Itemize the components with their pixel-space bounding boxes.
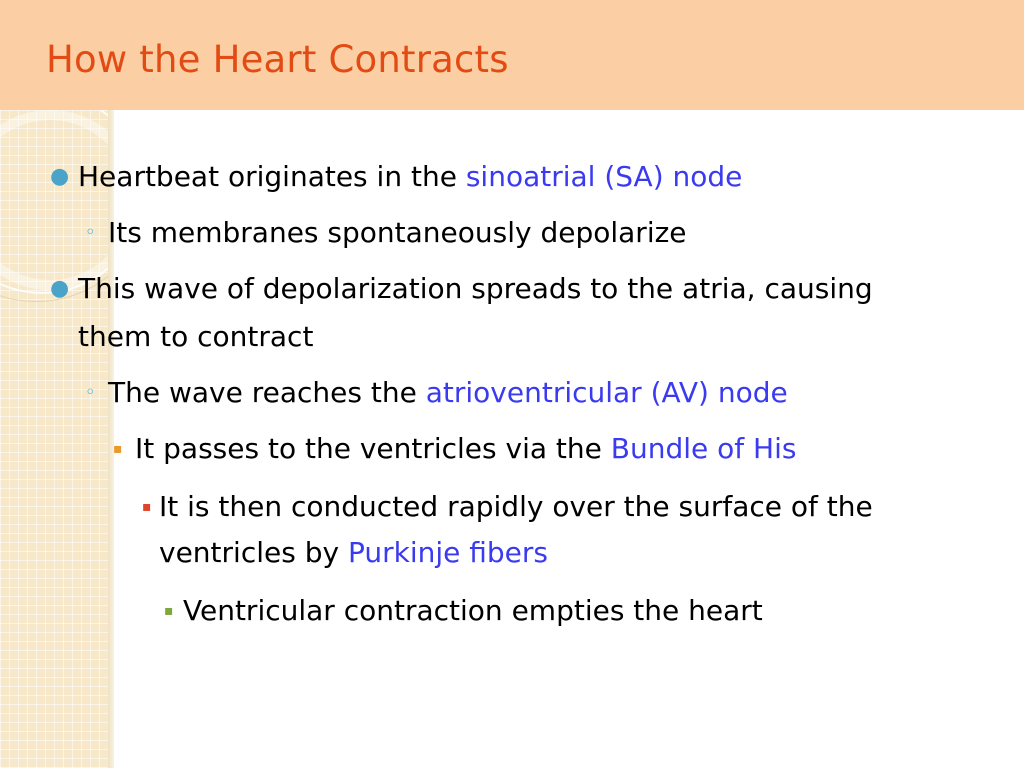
bullet-item	[159, 490, 873, 524]
bullet-item	[135, 432, 796, 466]
bullet-highlight: Bundle of His	[610, 432, 797, 465]
bullet-text: The wave reaches the	[108, 376, 426, 409]
slide-title: How the Heart Contracts	[46, 38, 509, 81]
bullet-text: ventricles by	[159, 536, 348, 569]
bullet-square-icon: ▪	[164, 603, 174, 619]
bullet-text: This wave of depolarization spreads to the atria, causing	[78, 272, 873, 305]
bullet-highlight: Purkinje fibers	[347, 536, 548, 569]
bullet-text: Its membranes spontaneously depolarize	[108, 216, 687, 249]
bullet-item-continuation	[159, 536, 548, 570]
bullet-dot-icon: ●	[50, 164, 70, 189]
bullet-square-icon: ▪	[142, 499, 152, 515]
bullet-dot-icon: ●	[50, 276, 70, 301]
bullet-ring-icon: ◦	[85, 382, 96, 403]
bullet-item	[78, 272, 873, 306]
bullet-text: Ventricular contraction empties the heart	[183, 594, 763, 627]
bullet-highlight: atrioventricular (AV) node	[425, 376, 788, 409]
bullet-item	[78, 160, 742, 194]
bullet-item-continuation	[78, 320, 313, 354]
bullet-item	[108, 376, 788, 410]
bullet-text: It passes to the ventricles via the	[135, 432, 611, 465]
bullet-highlight: sinoatrial (SA) node	[465, 160, 743, 193]
bullet-text: It is then conducted rapidly over the surface of the	[159, 490, 873, 523]
bullet-text: them to contract	[78, 320, 314, 353]
bullet-text: Heartbeat originates in the	[78, 160, 466, 193]
bullet-item	[183, 594, 763, 628]
bullet-ring-icon: ◦	[85, 222, 96, 243]
bullet-item	[108, 216, 687, 250]
bullet-square-icon: ▪	[113, 441, 123, 457]
